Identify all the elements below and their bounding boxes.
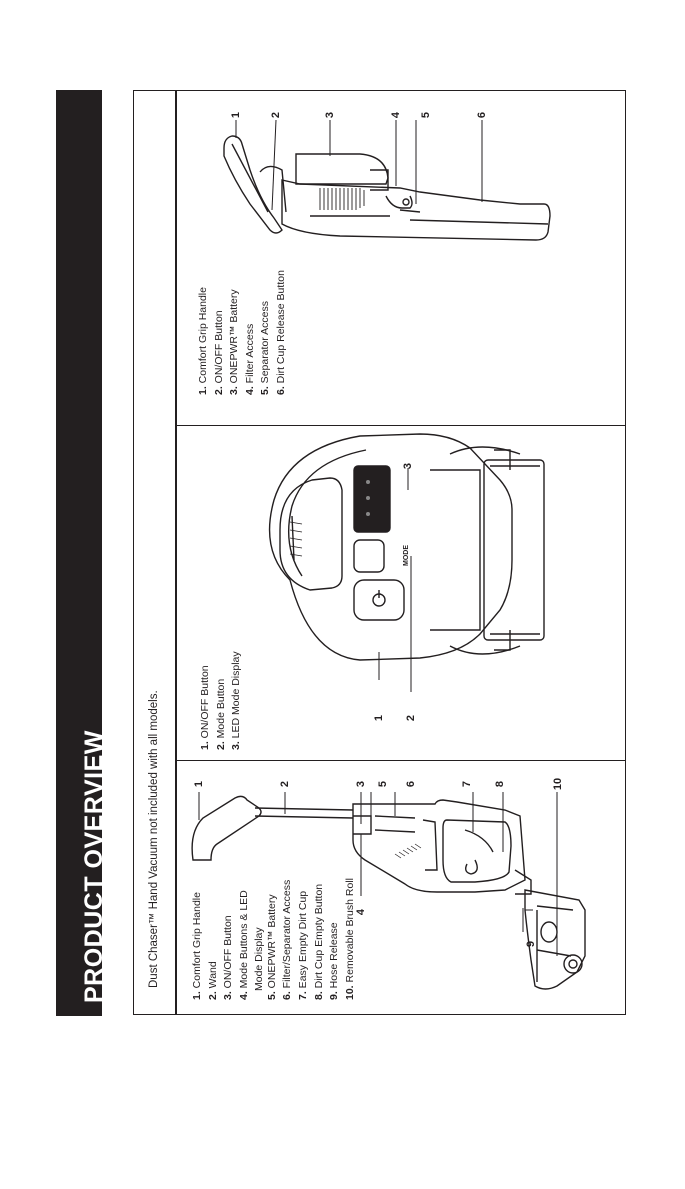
list-item: 6. Filter/Separator Access (281, 879, 294, 1000)
list-item: 10. Removable Brush Roll (343, 878, 356, 1000)
model-note: Dust Chaser™ Hand Vacuum not included with all models. (148, 690, 160, 988)
callout-1: 1 (373, 714, 385, 722)
list-item: 4. Filter Access (243, 323, 256, 395)
handheld-parts-list (196, 270, 290, 395)
callout-9: 9 (525, 940, 537, 948)
list-item: 2. Wand (206, 961, 219, 1000)
page-title: PRODUCT OVERVIEW (80, 730, 108, 1003)
callout-6: 6 (476, 111, 488, 119)
callout-1: 1 (230, 111, 242, 119)
list-item: 1. Comfort Grip Handle (191, 892, 203, 1000)
control-panel-illustration (250, 430, 600, 720)
callout-3: 3 (402, 462, 414, 470)
list-item: 3. ONEPWR™ Battery (228, 289, 241, 395)
list-item: 1. Comfort Grip Handle (197, 287, 209, 395)
callout-3: 3 (324, 111, 336, 119)
list-item: 2. Mode Button (214, 678, 227, 750)
callout-2: 2 (279, 780, 291, 788)
list-item: 3. ON/OFF Button (222, 915, 235, 1000)
callout-6: 6 (405, 780, 417, 788)
list-item: 4. Mode Buttons & LED Mode Display (237, 890, 266, 1000)
callout-1: 1 (193, 780, 205, 788)
list-item: 9. Hose Release (328, 922, 341, 1000)
list-item: 7. Easy Empty Dirt Cup (296, 890, 309, 1000)
callout-2: 2 (405, 714, 417, 722)
controls-parts-list (198, 651, 245, 750)
callout-3: 3 (355, 780, 367, 788)
callout-5: 5 (420, 111, 432, 119)
callout-4: 4 (355, 908, 367, 916)
list-item: 2. ON/OFF Button (212, 310, 225, 395)
list-item: 3. LED Mode Display (230, 651, 243, 750)
callout-8: 8 (494, 780, 506, 788)
callout-5: 5 (377, 780, 389, 788)
list-item: 6. Dirt Cup Release Button (274, 270, 287, 395)
stick-vacuum-illustration (175, 760, 626, 1015)
list-item: 1. ON/OFF Button (199, 665, 211, 750)
list-item: 5. ONEPWR™ Battery (265, 894, 278, 1000)
callout-2: 2 (270, 111, 282, 119)
callout-10: 10 (552, 777, 564, 791)
callout-7: 7 (461, 780, 473, 788)
callout-4: 4 (390, 111, 402, 119)
row-divider-upper (175, 425, 626, 426)
list-item: 8. Dirt Cup Empty Button (312, 883, 325, 1000)
mode-button-label: MODE (403, 545, 410, 566)
list-item: 5. Separator Access (259, 301, 272, 395)
